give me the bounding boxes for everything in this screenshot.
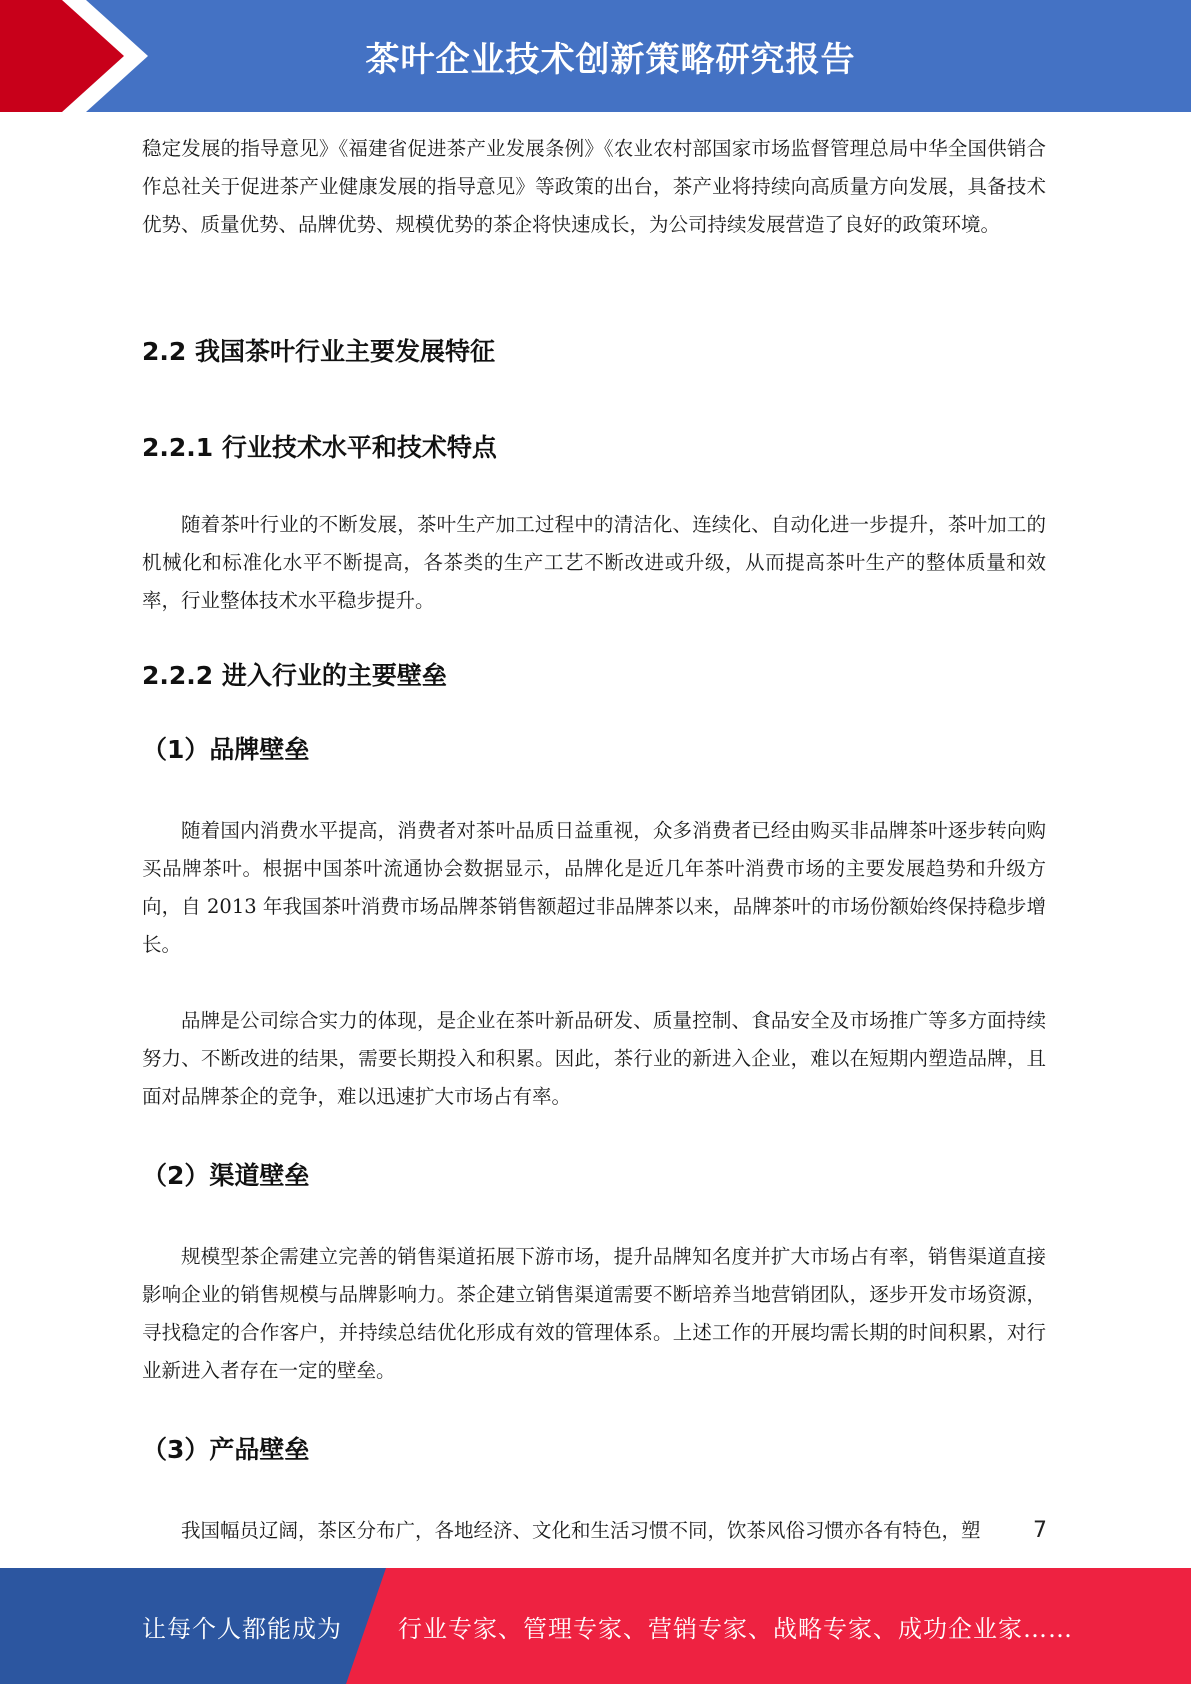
page-header bbox=[0, 0, 1191, 112]
barrier-2-paragraph: 规模型茶企需建立完善的销售渠道拓展下游市场，提升品牌知名度并扩大市场占有率，销售渠道直接影响企业的销售规模与品牌影响力。茶企建立销售渠道需要不断培养当地营销团队，逐步开发市场资源，寻找稳定的合作客户，并持续总结优化形成有效的管理体系。上述工作的开展均需长期的时间积累，对行业新进入者存在一定的壁垒。 bbox=[142, 1245, 1046, 1382]
section-heading-2-2: 2.2 我国茶叶行业主要发展特征 bbox=[142, 337, 495, 366]
barrier-1-paragraph-1: 随着国内消费水平提高，消费者对茶叶品质日益重视，众多消费者已经由购买非品牌茶叶逐步转向购买品牌茶叶。根据中国茶叶流通协会数据显示，品牌化是近几年茶叶消费市场的主要发展趋势和升级方向，自 2013 年我国茶叶消费市场品牌茶销售额超过非品牌茶以来，品牌茶叶的市场份额始终保持稳步增长。 bbox=[142, 819, 1046, 956]
section-heading-2-2-2: 2.2.2 进入行业的主要壁垒 bbox=[142, 661, 447, 690]
paragraph-tech-level: 随着茶叶行业的不断发展，茶叶生产加工过程中的清洁化、连续化、自动化进一步提升，茶叶加工的机械化和标准化水平不断提高，各茶类的生产工艺不断改进或升级，从而提高茶叶生产的整体质量和效率，行业整体技术水平稳步提升。 bbox=[142, 513, 1046, 612]
footer-slogan-right: 行业专家、管理专家、营销专家、战略专家、成功企业家…… bbox=[398, 1614, 1073, 1643]
barrier-3-heading: （3）产品壁垒 bbox=[142, 1435, 310, 1464]
footer-slogan-left: 让每个人都能成为 bbox=[142, 1614, 342, 1643]
page-footer bbox=[0, 1568, 1191, 1684]
barrier-3-paragraph: 我国幅员辽阔，茶区分布广，各地经济、文化和生活习惯不同，饮茶风俗习惯亦各有特色，塑 bbox=[181, 1519, 981, 1542]
intro-paragraph: 稳定发展的指导意见》《福建省促进茶产业发展条例》《农业农村部国家市场监督管理总局中华全国供销合作总社关于促进茶产业健康发展的指导意见》等政策的出台，茶产业将持续向高质量方向发展，具备技术优势、质量优势、品牌优势、规模优势的茶企将快速成长，为公司持续发展营造了良好的政策环境。 bbox=[142, 137, 1046, 236]
barrier-1-paragraph-2: 品牌是公司综合实力的体现，是企业在茶叶新品研发、质量控制、食品安全及市场推广等多方面持续努力、不断改进的结果，需要长期投入和积累。因此，茶行业的新进入企业，难以在短期内塑造品牌，且面对品牌茶企的竞争，难以迅速扩大市场占有率。 bbox=[142, 1009, 1046, 1108]
barrier-2-heading: （2）渠道壁垒 bbox=[142, 1161, 310, 1190]
document-body bbox=[142, 130, 1046, 1550]
header-title: 茶叶企业技术创新策略研究报告 bbox=[365, 39, 856, 80]
barrier-1-heading: （1）品牌壁垒 bbox=[142, 735, 310, 764]
page-number: 7 bbox=[1033, 1518, 1047, 1543]
section-heading-2-2-1: 2.2.1 行业技术水平和技术特点 bbox=[142, 433, 497, 462]
